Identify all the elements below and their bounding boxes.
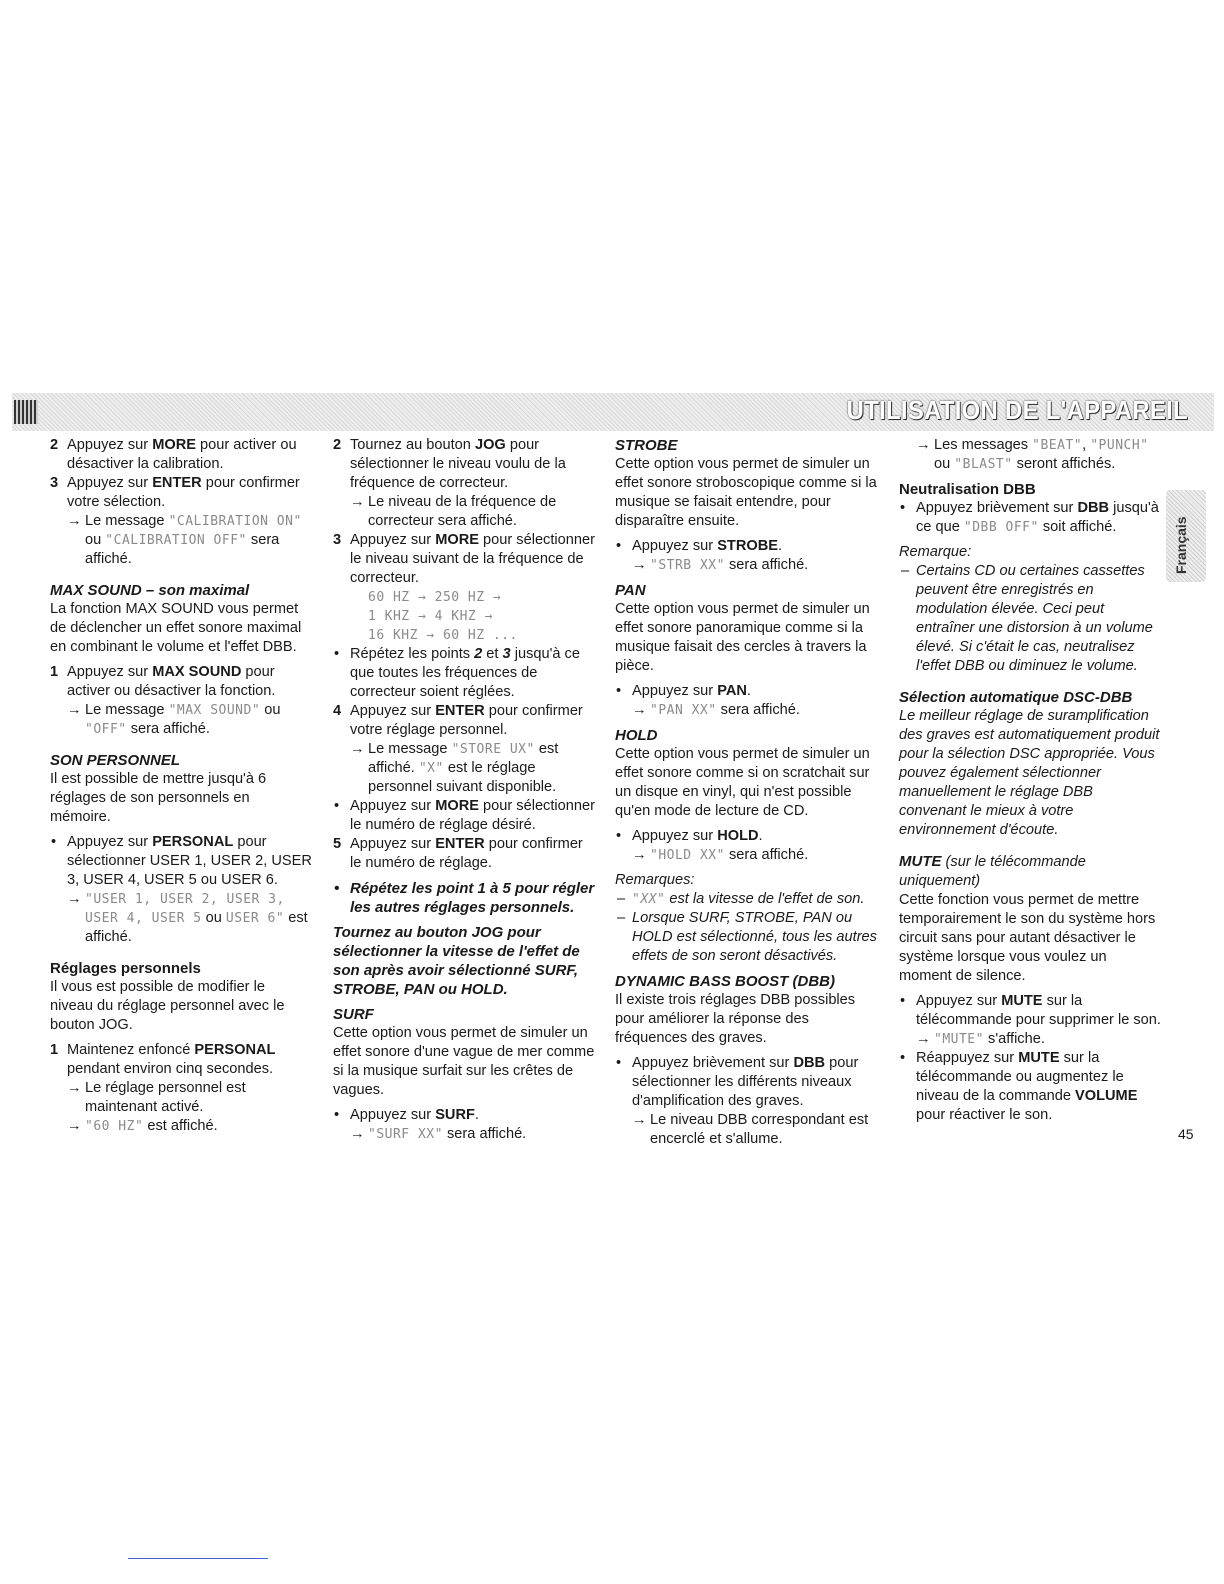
language-tab <box>1166 490 1206 582</box>
arrow-icon: → <box>916 437 931 453</box>
reglages-heading: Réglages personnels <box>50 960 201 977</box>
arrow-icon: → <box>350 1126 365 1142</box>
result-arrow: → "STRB XX" sera affiché. <box>632 557 809 573</box>
max-sound-heading: MAX SOUND – son maximal <box>50 582 250 599</box>
column-4 <box>899 436 1161 1125</box>
dsc-dbb-heading: Sélection automatique DSC-DBB <box>899 689 1133 706</box>
result-arrow: → "USER 1, USER 2, USER 3, USER 4, USER 5 ou USER 6" est affiché. <box>67 891 308 945</box>
repeat-instruction: • Répétez les point 1 à 5 pour régler les autres réglages personnels. <box>334 880 595 916</box>
section-title: UTILISATION DE L'APPAREIL <box>846 395 1188 425</box>
bullet-item: • Appuyez brièvement sur DBB pour sélectionner les différents niveaux d'amplification des graves. <box>616 1055 859 1109</box>
pan-body: Cette option vous permet de simuler un effet sonore panoramique comme si la musique faisait des cercles à travers la pièce. <box>615 601 870 674</box>
dbb-heading: DYNAMIC BASS BOOST (DBB) <box>615 973 835 990</box>
arrow-icon: → <box>632 847 647 863</box>
result-arrow: → Le message "STORE UX" est affiché. "X" est le réglage personnel suivant disponible. <box>350 741 559 795</box>
arrow-icon: → <box>632 702 647 718</box>
result-arrow: → Le réglage personnel est maintenant activé. <box>67 1080 246 1115</box>
bullet-item: • Appuyez sur HOLD. <box>616 828 763 844</box>
hold-heading: HOLD <box>615 727 658 744</box>
neutralisation-heading: Neutralisation DBB <box>899 481 1036 498</box>
bullet-item: • Appuyez sur PERSONAL pour sélectionner USER 1, USER 2, USER 3, USER 4, USER 5 ou USER 6. <box>51 834 312 888</box>
arrow-icon: → <box>67 513 82 529</box>
bullet-item: • Appuyez sur SURF. <box>334 1107 479 1123</box>
result-arrow: → Le message "CALIBRATION ON" ou "CALIBRATION OFF" sera affiché. <box>67 513 302 567</box>
remark-heading: Remarque: <box>899 544 972 560</box>
arrow-icon: → <box>350 494 365 510</box>
result-arrow: → "MUTE" s'affiche. <box>916 1031 1045 1047</box>
dbb-body: Il existe trois réglages DBB possibles pour améliorer la réponse des fréquences des graves. <box>615 992 856 1046</box>
result-arrow: → "60 HZ" est affiché. <box>67 1118 218 1134</box>
strobe-heading: STROBE <box>615 437 678 454</box>
step-1: 1 Maintenez enfoncé PERSONAL pendant environ cinq secondes. <box>50 1042 276 1077</box>
step-1: 1 Appuyez sur MAX SOUND pour activer ou désactiver la fonction. <box>50 664 276 699</box>
bullet-item: • Appuyez sur PAN. <box>616 683 751 699</box>
surf-body: Cette option vous permet de simuler un effet sonore d'une vague de mer comme si la musique surfait sur les crêtes de vagues. <box>333 1025 595 1098</box>
footer-rule <box>128 1558 268 1559</box>
page-number: 45 <box>1178 1126 1194 1142</box>
remarks-heading: Remarques: <box>615 872 695 888</box>
step-3: 3 Appuyez sur ENTER pour confirmer votre sélection. <box>50 475 300 510</box>
step-2: 2 Appuyez sur MORE pour activer ou désactiver la calibration. <box>50 437 297 472</box>
son-personnel-body: Il est possible de mettre jusqu'à 6 réglages de son personnels en mémoire. <box>50 771 267 825</box>
bullet-item: • Répétez les points 2 et 3 jusqu'à ce que toutes les fréquences de correcteur soient réglées. <box>334 646 580 700</box>
reglages-body: Il vous est possible de modifier le niveau du réglage personnel avec le bouton JOG. <box>50 979 285 1033</box>
section-header-band <box>12 393 1214 431</box>
arrow-icon: → <box>632 1112 647 1128</box>
result-arrow: → "PAN XX" sera affiché. <box>632 702 800 718</box>
column-1 <box>50 436 312 1136</box>
result-arrow: → "HOLD XX" sera affiché. <box>632 847 809 863</box>
step-5: 5 Appuyez sur ENTER pour confirmer le numéro de réglage. <box>333 836 583 871</box>
bullet-item: • Appuyez sur STROBE. <box>616 538 783 554</box>
arrow-icon: → <box>632 557 647 573</box>
remark-item: – Certains CD ou certaines cassettes peuvent être enregistrés en modulation élevée. Ceci peut entraîner une distorsion à un volume élevé. Si c'était le cas, neutralisez l'effet DBB ou diminuez le volume. <box>901 563 1153 674</box>
strobe-body: Cette option vous permet de simuler un effet sonore stroboscopique comme si la musique se faisait entendre, pour disparaître ensuite. <box>615 456 877 529</box>
result-arrow: → Les messages "BEAT", "PUNCH" ou "BLAST" seront affichés. <box>916 437 1149 472</box>
pan-heading: PAN <box>615 582 646 599</box>
son-personnel-heading: SON PERSONNEL <box>50 752 181 769</box>
surf-heading: SURF <box>333 1006 374 1023</box>
header-marker <box>14 400 38 424</box>
remark-item: – "XX" est la vitesse de l'effet de son. <box>617 891 865 907</box>
jog-instruction: Tournez au bouton JOG pour sélectionner la vitesse de l'effet de son après avoir sélectionné SURF, STROBE, PAN ou HOLD. <box>333 924 580 998</box>
step-4: 4 Appuyez sur ENTER pour confirmer votre réglage personnel. <box>333 703 583 738</box>
arrow-icon: → <box>916 1031 931 1047</box>
bullet-item: • Réappuyez sur MUTE sur la télécommande ou augmentez le niveau de la commande VOLUME pour réactiver le son. <box>900 1050 1138 1123</box>
column-2 <box>333 436 595 1144</box>
result-arrow: → Le message "MAX SOUND" ou "OFF" sera affiché. <box>67 702 281 737</box>
arrow-icon: → <box>350 741 365 757</box>
max-sound-body: La fonction MAX SOUND vous permet de déclencher un effet sonore maximal en combinant le volume et l'effet DBB. <box>50 601 302 655</box>
language-tab-label: Français <box>1173 516 1189 574</box>
bullet-item: • Appuyez sur MORE pour sélectionner le numéro de réglage désiré. <box>334 798 595 833</box>
bullet-item: • Appuyez brièvement sur DBB jusqu'à ce que "DBB OFF" soit affiché. <box>900 500 1159 535</box>
hold-body: Cette option vous permet de simuler un effet sonore comme si on scratchait sur un disque en vinyl, qui n'est possible qu'en mode de lecture de CD. <box>615 746 870 819</box>
dsc-dbb-body: Le meilleur réglage de suramplification des graves est automatiquement produit pour la sélection DSC appropriée. Vous pouvez également sélectionner manuellement le réglage DBB convenant le mieux à votre environnement d'écoute. <box>899 708 1160 838</box>
frequency-sequence: 60 HZ → 250 HZ → 1 KHZ → 4 KHZ → 16 KHZ → 60 HZ ... <box>368 590 518 643</box>
mute-body: Cette fonction vous permet de mettre temporairement le son du système hors circuit sans pour autant désactiver le système lorsque vous voulez un moment de silence. <box>899 892 1156 984</box>
column-3 <box>615 436 880 1149</box>
step-3: 3 Appuyez sur MORE pour sélectionner le niveau suivant de la fréquence de correcteur. <box>333 532 595 586</box>
mute-heading: MUTE (sur le télécommande uniquement) <box>899 853 1086 889</box>
result-arrow: → Le niveau DBB correspondant est encerclé et s'allume. <box>632 1112 869 1147</box>
arrow-icon: → <box>67 702 82 718</box>
bullet-item: • Appuyez sur MUTE sur la télécommande pour supprimer le son. <box>900 993 1161 1028</box>
remark-item: – Lorsque SURF, STROBE, PAN ou HOLD est sélectionné, tous les autres effets de son seront désactivés. <box>617 910 877 964</box>
arrow-icon: → <box>67 891 82 907</box>
result-arrow: → "SURF XX" sera affiché. <box>350 1126 527 1142</box>
step-2: 2 Tournez au bouton JOG pour sélectionner le niveau voulu de la fréquence de correcteur. <box>333 437 566 491</box>
arrow-icon: → <box>67 1080 82 1096</box>
arrow-icon: → <box>67 1118 82 1134</box>
result-arrow: → Le niveau de la fréquence de correcteur sera affiché. <box>350 494 557 529</box>
